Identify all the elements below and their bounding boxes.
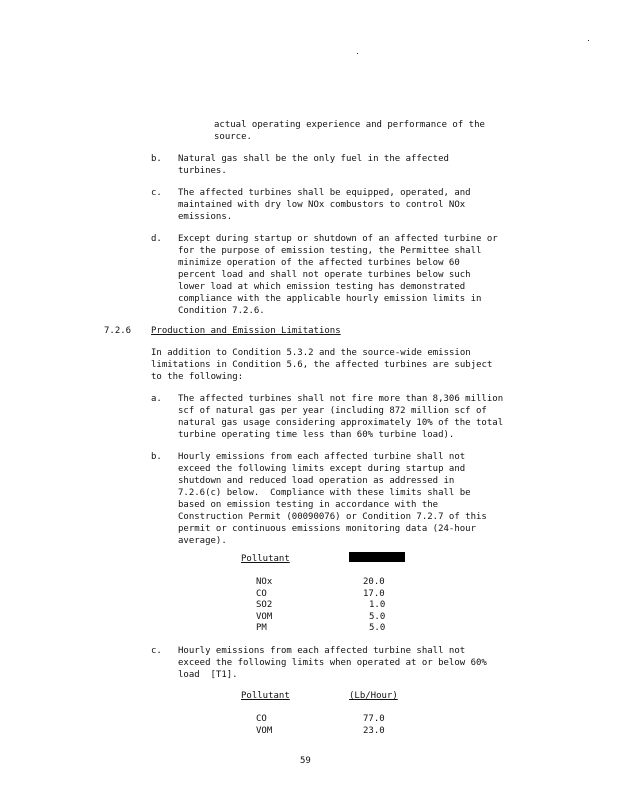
value-cell: 77.0: [363, 714, 385, 724]
pollutant-cell: CO: [256, 714, 267, 724]
item-line: emissions.: [178, 212, 233, 222]
scan-speck: [357, 53, 358, 54]
item-line: percent load and shall not operate turbines below such: [178, 270, 471, 280]
item-label: d.: [151, 234, 162, 244]
pollutant-cell: VOM: [256, 612, 273, 622]
item-line: compliance with the applicable hourly emission limits in: [178, 294, 482, 304]
section-title: Production and Emission Limitations: [151, 326, 341, 336]
item-line: turbines.: [178, 166, 227, 176]
redaction-bar: [349, 552, 405, 562]
item-line: 7.2.6(c) below. Compliance with these limits shall be: [178, 488, 471, 498]
item-line: Hourly emissions from each affected turbine shall not: [178, 452, 466, 462]
section-number: 7.2.6: [104, 326, 132, 336]
intro-line: actual operating experience and performance of the: [214, 120, 485, 130]
item-line: load [T1].: [178, 670, 238, 680]
value-cell: 23.0: [363, 726, 385, 736]
item-line: permit or continuous emissions monitoring data (24-hour: [178, 524, 477, 534]
item-line: Natural gas shall be the only fuel in the affected: [178, 154, 449, 164]
value-cell: 1.0: [369, 600, 386, 610]
pollutant-cell: VOM: [256, 726, 273, 736]
item-line: average).: [178, 536, 227, 546]
item-line: Construction Permit (00090076) or Condition 7.2.7 of this: [178, 512, 487, 522]
intro-line: source.: [214, 132, 252, 142]
value-cell: 5.0: [369, 612, 386, 622]
page-number: 59: [300, 756, 311, 766]
scan-speck: [588, 40, 589, 41]
item-line: Hourly emissions from each affected turbine shall not: [178, 646, 466, 656]
section-intro-line: limitations in Condition 5.6, the affected turbines are subject: [151, 360, 493, 370]
pollutant-cell: CO: [256, 589, 267, 599]
pollutant-cell: PM: [256, 623, 267, 633]
item-line: Except during startup or shutdown of an affected turbine or: [178, 234, 498, 244]
item-line: scf of natural gas per year (including 872 million scf of: [178, 406, 487, 416]
item-line: natural gas usage considering approximately 10% of the total: [178, 418, 504, 428]
value-cell: 5.0: [369, 623, 386, 633]
item-line: lower load at which emission testing has demonstrated: [178, 282, 466, 292]
item-line: exceed the following limits when operated at or below 60%: [178, 658, 487, 668]
pollutant-cell: NOx: [256, 577, 273, 587]
item-label: c.: [151, 646, 162, 656]
item-line: The affected turbines shall not fire more than 8,306 million: [178, 394, 504, 404]
value-cell: 17.0: [363, 589, 385, 599]
item-line: minimize operation of the affected turbines below 60: [178, 258, 460, 268]
item-line: shutdown and reduced load operation as addressed in: [178, 476, 455, 486]
table-header-pollutant: Pollutant: [241, 691, 290, 701]
item-line: turbine operating time less than 60% turbine load).: [178, 430, 455, 440]
item-line: exceed the following limits except during startup and: [178, 464, 466, 474]
item-line: The affected turbines shall be equipped, operated, and: [178, 188, 471, 198]
item-line: for the purpose of emission testing, the Permittee shall: [178, 246, 482, 256]
item-label: b.: [151, 452, 162, 462]
value-cell: 20.0: [363, 577, 385, 587]
section-intro-line: to the following:: [151, 372, 244, 382]
item-label: c.: [151, 188, 162, 198]
table-header-pollutant: Pollutant: [241, 554, 290, 564]
item-line: based on emission testing in accordance with the: [178, 500, 439, 510]
section-intro-line: In addition to Condition 5.3.2 and the source-wide emission: [151, 348, 471, 358]
pollutant-cell: SO2: [256, 600, 273, 610]
item-label: a.: [151, 394, 162, 404]
table-header-value: (Lb/Hour): [349, 691, 398, 701]
item-line: maintained with dry low NOx combustors to control NOx: [178, 200, 466, 210]
item-label: b.: [151, 154, 162, 164]
item-line: Condition 7.2.6.: [178, 306, 265, 316]
